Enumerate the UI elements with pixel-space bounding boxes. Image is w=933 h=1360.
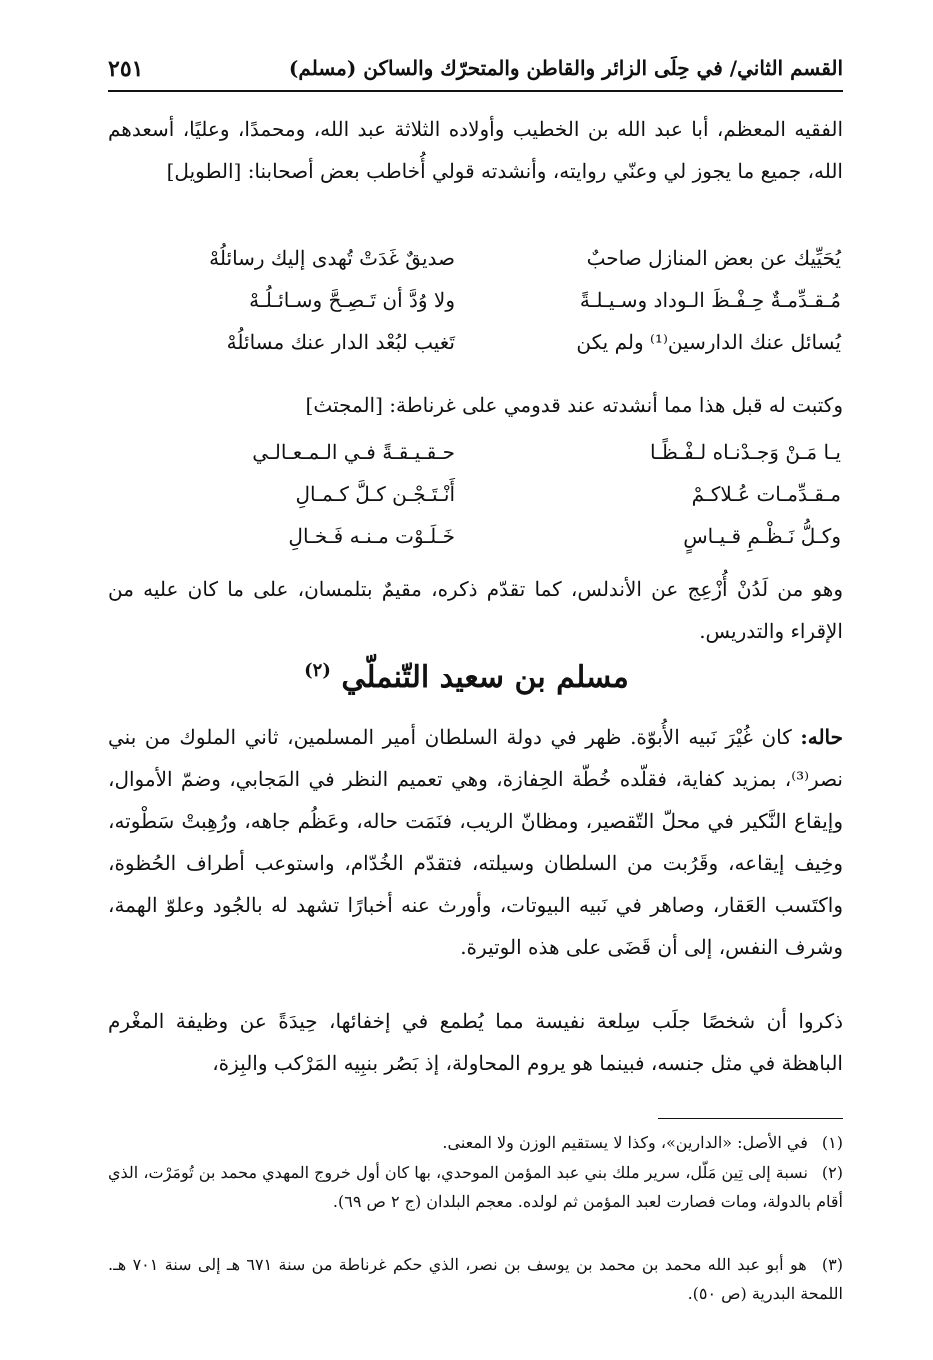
section-title (0, 660, 933, 695)
paragraph-intro: الفقيه المعظم، أبا عبد الله بن الخطيب وأولاده الثلاثة عبد الله، ومحمدًا، وعليًا، أسعدهم الله، جميع ما يجوز لي وعنّي روايته، وأنشدته قولي أُخاطب بعض أصحابنا: [الطويل] (108, 117, 843, 183)
footnote-text: هو أبو عبد الله محمد بن محمد بن يوسف بن نصر، الذي حكم غرناطة من سنة ٦٧١ هـ إلى سنة ٧٠١ هـ. اللمحة البدرية (ص ٥٠). (108, 1255, 843, 1303)
poem2-verse2-second-hemistich: أَنْـتَـجْـن كـلَّ كـمـالِ (295, 482, 455, 506)
biography-label: حاله: (800, 725, 844, 749)
poem1-verse1-first-hemistich: يُحَيِّيك عن بعض المنازل صاحبٌ (586, 246, 841, 270)
poem1-verse3-second-hemistich: تَغيب لبُعْد الدار عنك مسائلُهْ (226, 330, 455, 354)
paragraph-biography (108, 716, 843, 968)
footnote-3 (108, 1250, 843, 1308)
section-title-text: مسلم بن سعيد التّنملّي (341, 660, 629, 695)
poem1-verse2-first-hemistich: مُـقـدِّمـةٌ حِـفْـظَ الـوداد وسـيـلـةً (579, 288, 841, 312)
poem2-verse1-first-hemistich: يـا مَـنْ وَجـدْنـاه لـفْـظًـا (649, 440, 841, 464)
page-number: ٢٥١ (108, 56, 144, 82)
header-rule (108, 90, 843, 92)
footnote-number: (٢) (821, 1163, 844, 1182)
poem2-verse3-first-hemistich: وكـلُّ نَـظْـمِ قـيـاسٍ (683, 524, 841, 548)
section-title-footnote-mark: (٢) (304, 660, 331, 681)
footnote-number: (٣) (821, 1255, 844, 1274)
page-header (108, 52, 843, 92)
paragraph-anecdote: ذكروا أن شخصًا جلَب سِلعة نفيسة مما يُطمع في إخفائها، حِيدَةً عن وظيفة المغْرم الباهظة في مثل جنسه، فبينما هو يروم المحاولة، إذ بَصُر بنبِيه المَرْكب والبِزة، (108, 1009, 843, 1075)
poem1-verse3-first-hemistich: يُسائل عنك الدارسين⁽¹⁾ ولم يكن (576, 330, 841, 354)
paragraph-poem2-intro: وكتبت له قبل هذا مما أنشدته عند قدومي على غرناطة: [المجتث] (305, 393, 843, 417)
footnote-1 (108, 1128, 843, 1157)
paragraph-residence: وهو من لَدُنْ أُزْعِج عن الأندلس، كما تقدّم ذكره، مقيمٌ بتلمسان، على ما كان عليه من الإقراء والتدريس. (108, 577, 843, 643)
poem1-verse2-second-hemistich: ولا وُدَّ أن تَـصِـحَّ وسـائـلُـهْ (249, 288, 455, 312)
footnote-separator (658, 1118, 843, 1119)
poem2-verse2-first-hemistich: مـقـدِّمـات عُـلاكـمْ (691, 482, 841, 506)
poem1-verse1-second-hemistich: صديقٌ غَدَتْ تُهدى إليك رسائلُهْ (209, 246, 455, 270)
footnote-number: (١) (821, 1133, 843, 1152)
footnote-text: في الأصل: «الدارين»، وكذا لا يستقيم الوزن ولا المعنى. (442, 1133, 808, 1152)
poem2-verse1-second-hemistich: حـقـيـقـةً فـي الـمـعـالـي (252, 440, 455, 464)
footnote-2 (108, 1158, 843, 1216)
poem2-verse3-second-hemistich: خَـلَـوْت مـنـه فَـخـالِ (288, 524, 455, 548)
running-title: القسم الثاني/ في حِلَى الزائر والقاطن والمتحرّك والساكن (مسلم) (288, 56, 843, 80)
biography-text: كان غُيْرَ نَبيه الأُبوّة. ظهر في دولة السلطان أمير المسلمين، ثاني الملوك من بني نصر⁽³⁾، بمزيد كفاية، فقلّده خُطّة الحِفازة، وهي تعميم النظر في المَجابي، وضمّ الأموال، وإيقاع النَّكير في محلّ التّقصير، ومظانّ الريب، فنَمَت حاله، وعَظُم جاهه، ورُهِبتْ سَطْوته، وخِيف إيقاعه، وقَرُبت من السلطان وسيلته، فتقدّم الخُدّام، واستوعب أطراف الحُظوة، واكتَسب العَقار، وصاهر في نَبيه البيوتات، وأورث عنه أخبارًا تشهد له بالجُود وعلوّ الهمة، وشرف النفس، إلى أن قَضَى على هذه الوتيرة. (108, 725, 843, 959)
footnote-text: نسبة إلى تِين مَلّل، سرير ملك بني عبد المؤمن الموحدي، بها كان أول خروج المهدي محمد بن تُومَرْت، الذي أقام بالدولة، ومات فصارت لعبد المؤمن ثم لولده. معجم البلدان (ج ٢ ص ٦٩). (108, 1163, 843, 1211)
